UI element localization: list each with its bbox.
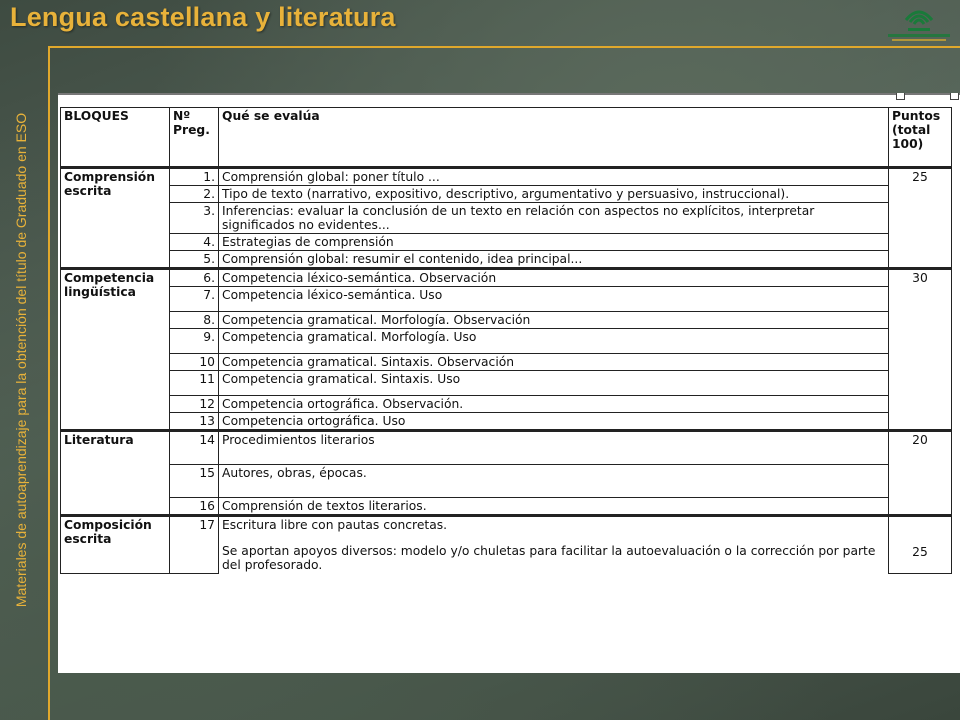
question-number: 15 bbox=[170, 465, 219, 498]
table-row bbox=[61, 203, 952, 234]
table-row bbox=[61, 329, 952, 354]
block-name: Composición escrita bbox=[61, 516, 170, 574]
question-number: 1. bbox=[170, 168, 219, 186]
block-name: Literatura bbox=[61, 431, 170, 516]
table-row bbox=[61, 354, 952, 371]
question-text: Procedimientos literarios bbox=[219, 431, 889, 465]
table-row bbox=[61, 269, 952, 287]
header-preg: Nº Preg. bbox=[170, 108, 219, 168]
question-number: 16 bbox=[170, 498, 219, 516]
question-text: Inferencias: evaluar la conclusión de un texto en relación con aspectos no explícitos, interpretar significados no evidentes... bbox=[219, 203, 889, 234]
junta-de-andalucia-logo bbox=[884, 2, 954, 44]
question-number: 7. bbox=[170, 287, 219, 312]
question-text: Estrategias de comprensión bbox=[219, 234, 889, 251]
table-header-row bbox=[61, 108, 952, 168]
header-puntos: Puntos (total 100) bbox=[889, 108, 952, 168]
block-points: 30 bbox=[889, 269, 952, 431]
question-text: Competencia gramatical. Sintaxis. Uso bbox=[219, 371, 889, 396]
document-top-border bbox=[58, 93, 960, 103]
question-number: 11 bbox=[170, 371, 219, 396]
question-number: 13 bbox=[170, 413, 219, 431]
table-row bbox=[61, 413, 952, 431]
table-row bbox=[61, 251, 952, 269]
question-text: Comprensión global: poner título ... bbox=[219, 168, 889, 186]
table-row bbox=[61, 498, 952, 516]
table-row bbox=[61, 234, 952, 251]
question-text-line: Escritura libre con pautas concretas. bbox=[222, 518, 448, 532]
side-caption: Materiales de autoaprendizaje para la obtención del título de Graduado en ESO bbox=[13, 112, 29, 608]
block-name: Competencia lingüística bbox=[61, 269, 170, 431]
slide-title: Lengua castellana y literatura bbox=[10, 2, 396, 32]
evaluation-table bbox=[60, 107, 952, 574]
frame-left-line bbox=[48, 46, 50, 720]
question-number: 14 bbox=[170, 431, 219, 465]
question-number: 6. bbox=[170, 269, 219, 287]
question-text: Comprensión de textos literarios. bbox=[219, 498, 889, 516]
question-text: Competencia gramatical. Morfología. Observación bbox=[219, 312, 889, 329]
question-number: 3. bbox=[170, 203, 219, 234]
block-points: 25 bbox=[889, 516, 952, 574]
question-text-note: Se aportan apoyos diversos: modelo y/o chuletas para facilitar la autoevaluación o la corrección por parte del profesorado. bbox=[222, 544, 876, 572]
block-points: 25 bbox=[889, 168, 952, 269]
header-que-se-evalua: Qué se evalúa bbox=[219, 108, 889, 168]
question-number: 4. bbox=[170, 234, 219, 251]
question-text: Competencia léxico-semántica. Uso bbox=[219, 287, 889, 312]
header-bloques: BLOQUES bbox=[61, 108, 170, 168]
resize-handle[interactable] bbox=[950, 93, 959, 100]
question-text: Competencia ortográfica. Observación. bbox=[219, 396, 889, 413]
question-text: Competencia léxico-semántica. Observación bbox=[219, 269, 889, 287]
question-number: 10 bbox=[170, 354, 219, 371]
question-number: 2. bbox=[170, 186, 219, 203]
question-number: 12 bbox=[170, 396, 219, 413]
document-page bbox=[58, 93, 960, 673]
question-text: Competencia gramatical. Morfología. Uso bbox=[219, 329, 889, 354]
question-text: Comprensión global: resumir el contenido, idea principal... bbox=[219, 251, 889, 269]
question-text: Tipo de texto (narrativo, expositivo, descriptivo, argumentativo y persuasivo, instruccional). bbox=[219, 186, 889, 203]
question-text: Competencia ortográfica. Uso bbox=[219, 413, 889, 431]
block-points: 20 bbox=[889, 431, 952, 516]
question-text bbox=[219, 516, 889, 574]
table-row bbox=[61, 371, 952, 396]
frame-top-line bbox=[48, 46, 960, 48]
question-text: Competencia gramatical. Sintaxis. Observación bbox=[219, 354, 889, 371]
table-row bbox=[61, 431, 952, 465]
table-row bbox=[61, 396, 952, 413]
resize-handle[interactable] bbox=[896, 93, 905, 100]
table-row bbox=[61, 465, 952, 498]
table-row bbox=[61, 168, 952, 186]
table-row bbox=[61, 287, 952, 312]
question-text: Autores, obras, épocas. bbox=[219, 465, 889, 498]
question-number: 9. bbox=[170, 329, 219, 354]
table-row bbox=[61, 186, 952, 203]
question-number: 8. bbox=[170, 312, 219, 329]
block-name: Comprensión escrita bbox=[61, 168, 170, 269]
question-number: 5. bbox=[170, 251, 219, 269]
table-row bbox=[61, 516, 952, 574]
table-row bbox=[61, 312, 952, 329]
question-number: 17 bbox=[170, 516, 219, 574]
